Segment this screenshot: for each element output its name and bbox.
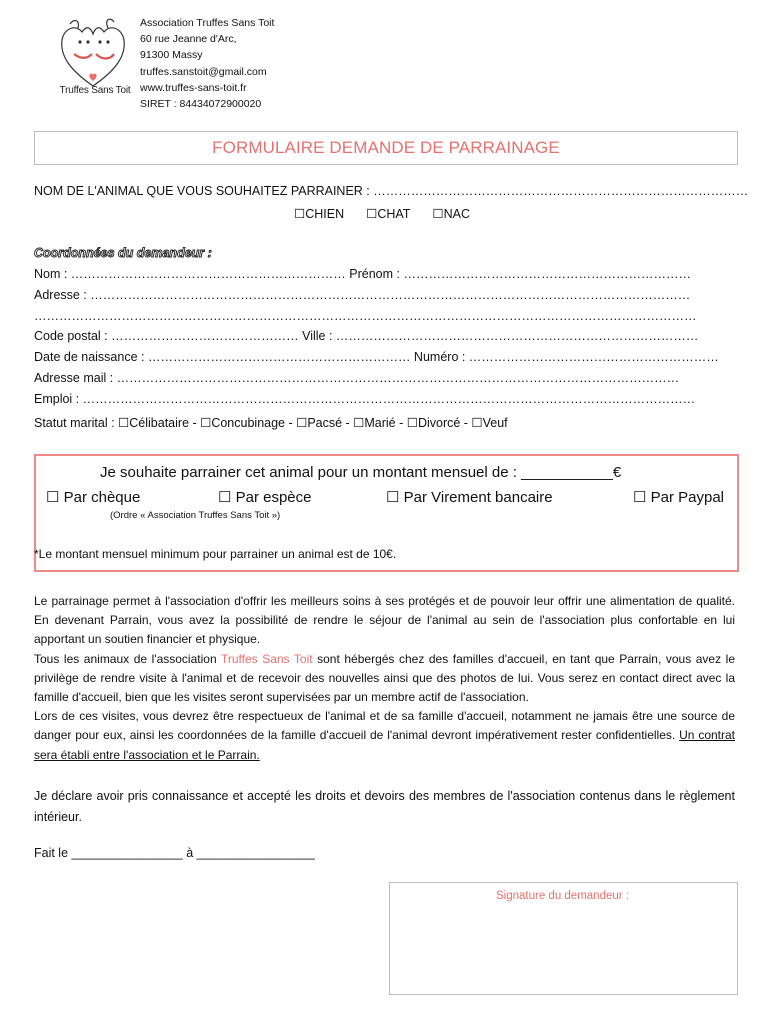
section-heading: Coordonnées du demandeur : (34, 246, 212, 260)
org-website: www.truffes-sans-toit.fr (140, 81, 247, 94)
cheque-order-note: (Ordre « Association Truffes Sans Toit ») (110, 510, 281, 521)
declaration: Je déclare avoir pris connaissance et accepté les droits et devoirs des membres de l'association contenus dans le règlement intérieur. (34, 789, 735, 824)
checkbox-cheque[interactable]: ☐ Par chèque (46, 489, 141, 506)
paragraph-3: Lors de ces visites, vous devrez être respectueux de l'animal et de sa famille d'accueil, notamment ne jamais être une source de danger pour eux, ainsi les coordonnées de la famille d'accueil de l'animal devront impérativement rester confidentielles. Un contrat sera établi entre l'association et le Parrain. (34, 709, 736, 762)
checkbox-virement[interactable]: ☐ Par Virement bancaire (386, 489, 553, 506)
checkbox-chien[interactable]: ☐CHIEN (294, 207, 345, 221)
animal-type-options (294, 206, 470, 221)
org-email: truffes.sanstoit@gmail.com (140, 65, 267, 78)
code-postal-ville-field[interactable]: Code postal : ……………………………………… Ville : …………………………………………………………………………… (34, 329, 699, 343)
paragraph-1: Le parrainage permet à l'association d'offrir les meilleurs soins à ses protégés et de pouvoir leur offrir une alimentation de qualité. En devenant Parrain, vous avez la possibilité de rendre le séjour de l'animal au sein de l'association plus confortable en lui apportant un soutien financier et physique. (34, 594, 735, 647)
checkbox-paypal[interactable]: ☐ Par Paypal (633, 489, 724, 506)
adresse-field[interactable]: Adresse : ……………………………………………………………………………………………………………………………… (34, 288, 691, 302)
checkbox-chat[interactable]: ☐CHAT (366, 207, 411, 221)
contract-statement: Un contrat sera établi entre l'association et le Parrain. (34, 728, 736, 762)
checkbox-nac[interactable]: ☐NAC (432, 207, 471, 221)
animal-name-field[interactable]: NOM DE L'ANIMAL QUE VOUS SOUHAITEZ PARRAINER : ……………………………………………………………………………… (34, 184, 749, 198)
adresse-field-2[interactable]: …………………………………………………………………………………………………………………………………………… (34, 309, 697, 323)
org-street: 60 rue Jeanne d'Arc, (140, 33, 237, 46)
date-place-field[interactable]: Fait le ________________ à _________________ (34, 846, 315, 860)
form-title: FORMULAIRE DEMANDE DE PARRAINAGE (212, 138, 560, 157)
emploi-field[interactable]: Emploi : ………………………………………………………………………………………………………………………………… (34, 392, 696, 406)
monthly-amount-field[interactable]: Je souhaite parrainer cet animal pour un montant mensuel de : ___________€ (100, 464, 622, 481)
title-box (34, 131, 738, 165)
org-name: Association Truffes Sans Toit (140, 17, 275, 29)
organization-address (140, 15, 274, 112)
org-city: 91300 Massy (140, 49, 203, 62)
statut-marital-options[interactable]: Statut marital : ☐Célibataire - ☐Concubinage - ☐Pacsé - ☐Marié - ☐Divorcé - ☐Veuf (34, 416, 508, 430)
checkbox-espece[interactable]: ☐ Par espèce (218, 489, 312, 506)
signature-label: Signature du demandeur : (496, 890, 629, 902)
org-name-highlight: Truffes Sans Toit (220, 651, 313, 666)
org-siret: SIRET : 84434072900020 (140, 98, 262, 111)
logo-caption: Truffes Sans Toit (59, 85, 131, 96)
nom-prenom-field[interactable]: Nom : ………………………………………………………… Prénom : …………………………………………………………… (34, 267, 691, 281)
email-field[interactable]: Adresse mail : ……………………………………………………………………………………………………………………… (34, 371, 680, 385)
sponsorship-text (34, 592, 735, 765)
paragraph-2: Tous les animaux de l'association Truffes Sans Toit sont hébergés chez des familles d'accueil, en tant que Parrain, vous avez le privilège de rendre visite à l'animal et de recevoir des nouvelles ainsi que des photos de lui. Vous serez en contact direct avec la famille d'accueil, bien que les visites seront supervisées par un membre actif de l'association. (34, 651, 736, 705)
minimum-amount-note: *Le montant mensuel minimum pour parrainer un animal est de 10€. (34, 547, 397, 561)
association-logo (52, 14, 134, 92)
naissance-numero-field[interactable]: Date de naissance : ……………………………………………………… Numéro : …………………………………………………… (34, 350, 719, 364)
